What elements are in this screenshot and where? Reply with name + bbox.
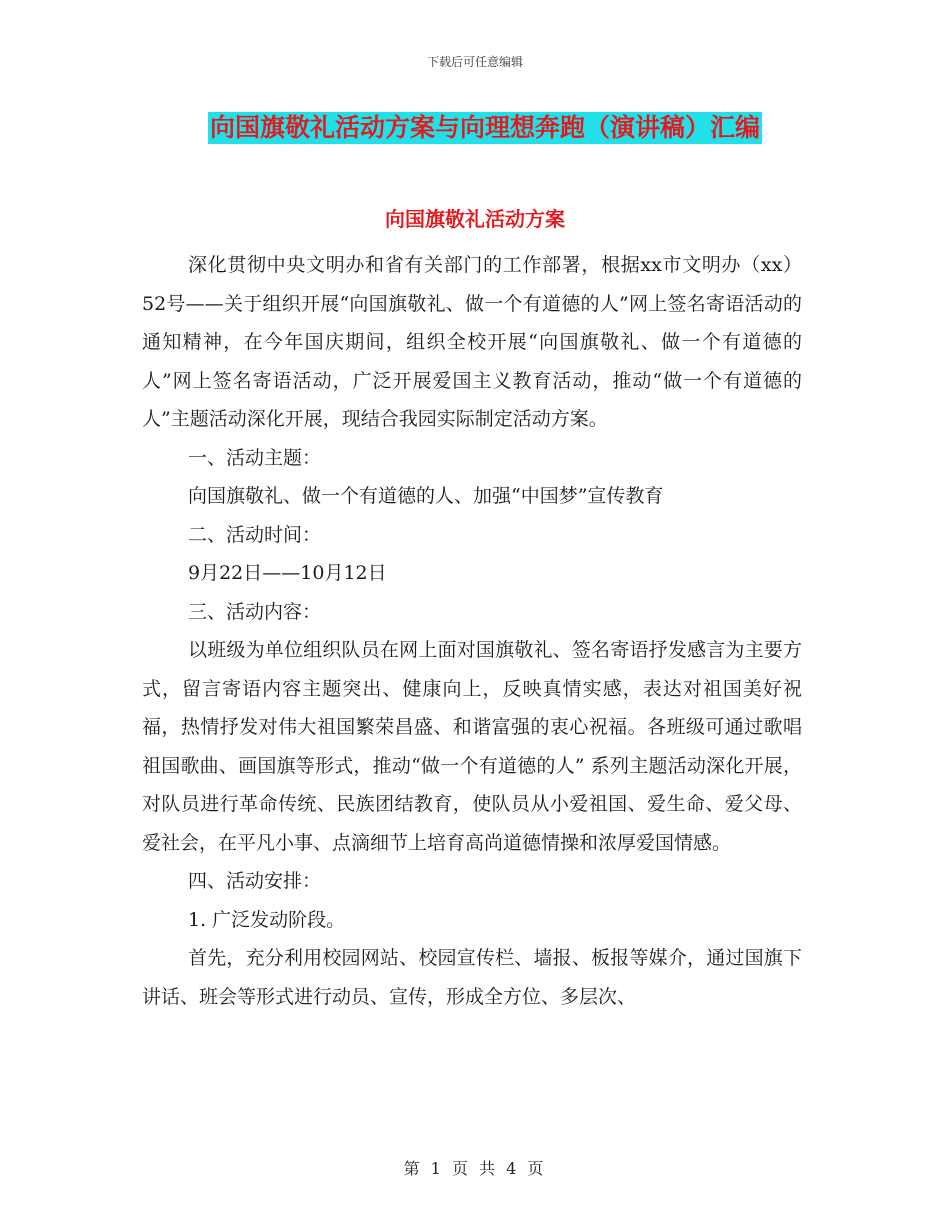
document-body xyxy=(142,246,802,1016)
heading-theme: 一、活动主题： xyxy=(188,446,322,469)
paragraph-content: 以班级为单位组织队员在网上面对国旗敬礼、签名寄语抒发感言为主要方式，留言寄语内容主题突出、健康向上，反映真情实感，表达对祖国美好祝福，热情抒发对伟大祖国繁荣昌盛、和谐富强的衷心祝福。各班级可通过歌唱祖国歌曲、画国旗等形式，推动“做一个有道德的人” 系列主题活动深化开展，对队员进行革命传统、民族团结教育，使队员从小爱祖国、爱生命、爱父母、爱社会，在平凡小事、点滴细节上培育高尚道德情操和浓厚爱国情感。 xyxy=(142,639,802,854)
heading-arrangement: 四、活动安排： xyxy=(188,870,322,892)
paragraph-stage-1: 1. 广泛发动阶段。 xyxy=(188,908,346,931)
page-number: 第 1 页 共 4 页 xyxy=(403,1159,547,1178)
header-note: 下载后可任意编辑 xyxy=(426,55,523,69)
section-title: 向国旗敬礼活动方案 xyxy=(385,207,565,231)
paragraph-time: 9月22日——10月12日 xyxy=(188,562,387,584)
document-title: 向国旗敬礼活动方案与向理想奔跑（演讲稿）汇编 xyxy=(210,113,761,142)
heading-time: 二、活动时间： xyxy=(188,523,322,546)
heading-content: 三、活动内容： xyxy=(188,600,322,623)
paragraph-theme: 向国旗敬礼、做一个有道德的人、加强“中国梦”宣传教育 xyxy=(188,485,664,507)
paragraph-stage-1-detail: 首先，充分利用校园网站、校园宣传栏、墙报、板报等媒介，通过国旗下讲话、班会等形式进行动员、宣传，形成全方位、多层次、 xyxy=(142,947,802,1008)
paragraph-intro: 深化贯彻中央文明办和省有关部门的工作部署，根据xx市文明办（xx）52号——关于组织开展“向国旗敬礼、做一个有道德的人”网上签名寄语活动的通知精神，在今年国庆期间，组织全校开展“向国旗敬礼、做一个有道德的人”网上签名寄语活动，广泛开展爱国主义教育活动，推动“做一个有道德的人”主题活动深化开展，现结合我园实际制定活动方案。 xyxy=(142,254,802,430)
